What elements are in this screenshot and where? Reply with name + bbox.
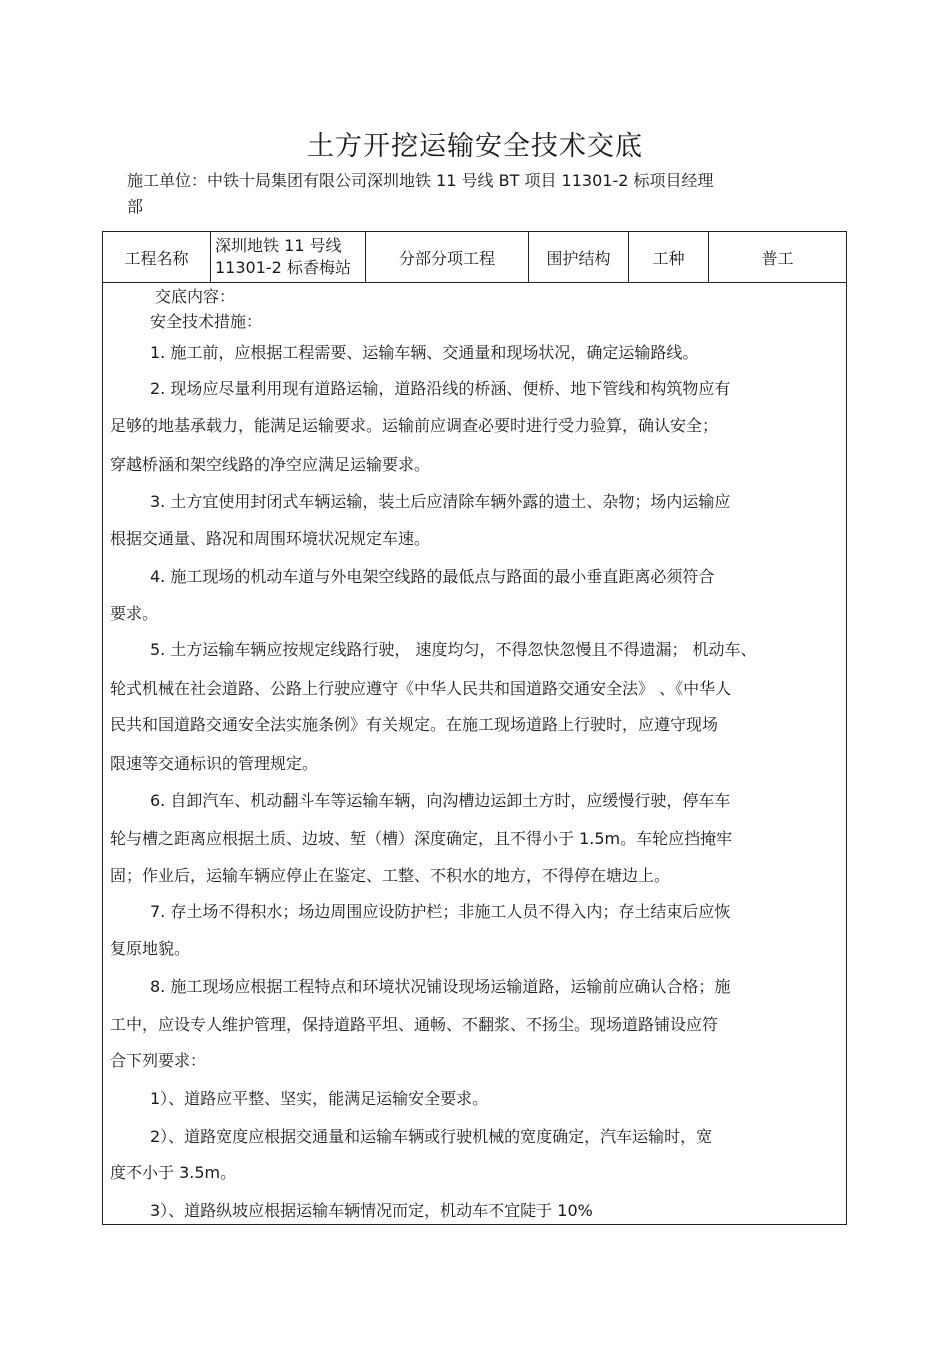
content-line: 5. 土方运输车辆应按规定线路行驶， 速度均匀，不得忽快忽慢且不得遗漏； 机动车、 xyxy=(150,640,757,659)
content-line: 1. 施工前，应根据工程需要、运输车辆、交通量和现场状况，确定运输路线。 xyxy=(150,343,699,362)
trade-label: 工种 xyxy=(629,232,709,282)
construction-unit xyxy=(127,168,827,220)
content-line: 要求。 xyxy=(110,604,159,623)
content-line: 穿越桥涵和架空线路的净空应满足运输要求。 xyxy=(110,455,431,474)
project-name-value-line-1: 深圳地铁 11 号线 xyxy=(215,236,342,255)
content-line: 合下列要求： xyxy=(110,1051,207,1070)
project-name-label: 工程名称 xyxy=(103,232,211,282)
measures-heading: 安全技术措施： xyxy=(150,312,263,331)
project-name-value-line-2: 11301-2 标香梅站 xyxy=(215,258,351,277)
content-line: 根据交通量、路况和周围环境状况规定车速。 xyxy=(110,529,431,548)
sub-project-label: 分部分项工程 xyxy=(366,232,529,282)
content-line: 2. 现场应尽量利用现有道路运输，道路沿线的桥涵、便桥、地下管线和构筑物应有 xyxy=(150,379,731,398)
content-line: 3. 土方宜使用封闭式车辆运输，装土后应清除车辆外露的遗土、杂物；场内运输应 xyxy=(150,492,731,511)
content-line: 8. 施工现场应根据工程特点和环境状况铺设现场运输道路，运输前应确认合格；施 xyxy=(150,977,731,996)
content-line: 复原地貌。 xyxy=(110,939,191,958)
content-line: 足够的地基承载力，能满足运输要求。运输前应调查必要时进行受力验算，确认安全； xyxy=(110,416,719,435)
content-line: 固；作业后，运输车辆应停止在鉴定、工整、不积水的地方，不得停在塘边上。 xyxy=(110,866,671,885)
content-line: 4. 施工现场的机动车道与外电架空线路的最低点与路面的最小垂直距离必须符合 xyxy=(150,567,715,586)
content-line: 工中，应设专人维护管理，保持道路平坦、通畅、不翻浆、不扬尘。现场道路铺设应符 xyxy=(110,1015,719,1034)
project-name-value xyxy=(211,232,366,282)
content-line: 1）、道路应平整、坚实，能满足运输安全要求。 xyxy=(150,1089,489,1108)
document-title: 土方开挖运输安全技术交底 xyxy=(307,131,643,162)
content-line: 民共和国道路交通安全法实施条例》有关规定。在施工现场道路上行驶时，应遵守现场 xyxy=(110,715,719,734)
content-line: 6. 自卸汽车、机动翻斗车等运输车辆，向沟槽边运卸土方时，应缓慢行驶，停车车 xyxy=(150,791,731,810)
content-line: 2）、道路宽度应根据交通量和运输车辆或行驶机械的宽度确定，汽车运输时，宽 xyxy=(150,1127,713,1146)
content-line: 轮与槽之距离应根据土质、边坡、堑（槽）深度确定，且不得小于 1.5m。车轮应挡掩牢 xyxy=(110,829,733,848)
content-heading: 交底内容： xyxy=(155,287,236,306)
content-line: 轮式机械在社会道路、公路上行驶应遵守《中华人民共和国道路交通安全法》 、《中华人 xyxy=(110,679,732,698)
construction-unit-line-1: 施工单位：中铁十局集团有限公司深圳地铁 11 号线 BT 项目 11301-2 标项目经理 xyxy=(127,171,714,190)
content-line: 3）、道路纵坡应根据运输车辆情况而定，机动车不宜陡于 10% xyxy=(150,1201,593,1220)
sub-project-value: 围护结构 xyxy=(529,232,629,282)
trade-value: 普工 xyxy=(761,248,794,268)
construction-unit-line-2: 部 xyxy=(127,197,144,216)
content-line: 7. 存土场不得积水；场边周围应设防护栏；非施工人员不得入内；存土结束后应恢 xyxy=(150,902,731,921)
table-header-row xyxy=(103,232,846,283)
content-line: 度不小于 3.5m。 xyxy=(110,1163,237,1182)
content-line: 限速等交通标识的管理规定。 xyxy=(110,754,319,773)
